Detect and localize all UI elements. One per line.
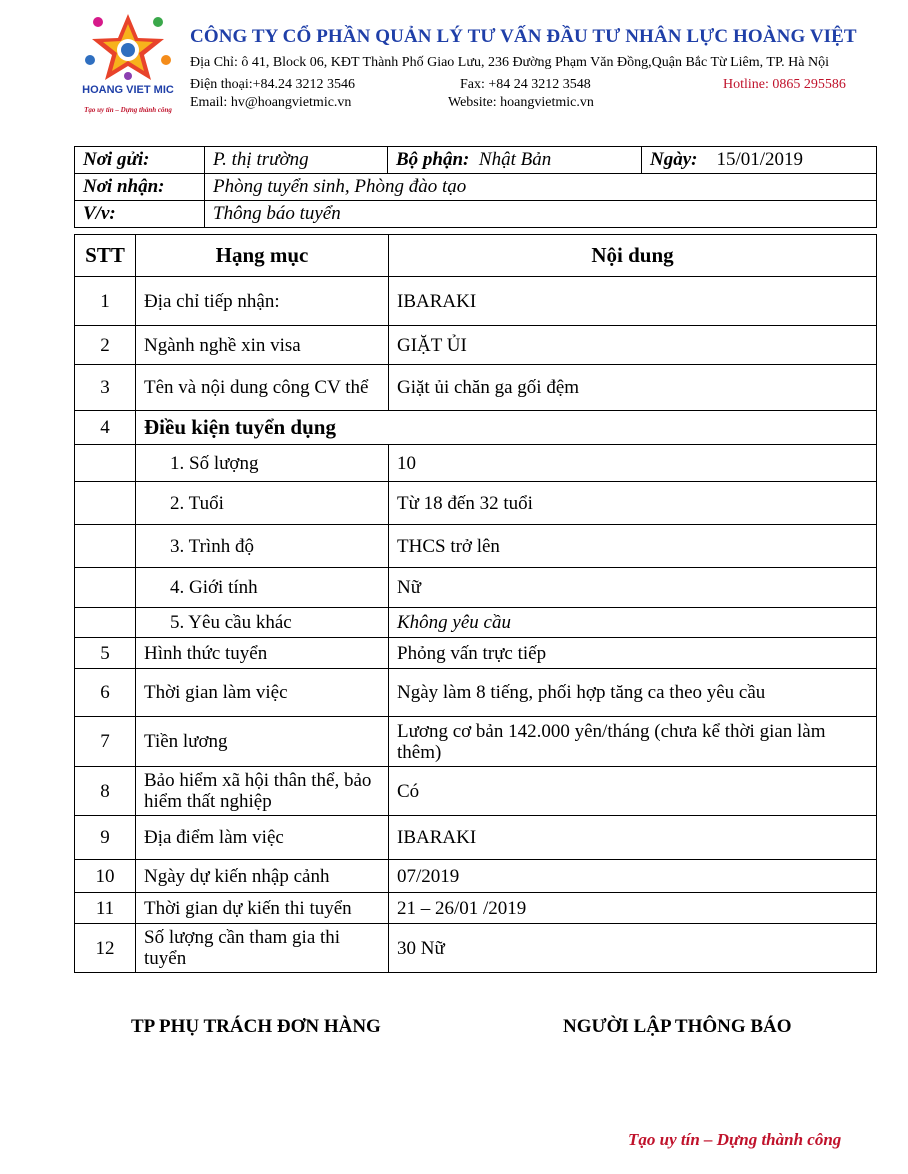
table-row bbox=[75, 525, 877, 568]
row-stt: 2 bbox=[75, 326, 136, 365]
table-row bbox=[75, 638, 877, 669]
row-content: 10 bbox=[389, 445, 877, 482]
row-stt: 9 bbox=[75, 816, 136, 860]
header-item: Hạng mục bbox=[136, 235, 389, 277]
row-item: Địa chỉ tiếp nhận: bbox=[136, 277, 389, 326]
row-item: Hình thức tuyển bbox=[136, 638, 389, 669]
company-address: Địa Chỉ: ô 41, Block 06, KĐT Thành Phố Giao Lưu, 236 Đường Phạm Văn Đồng,Quận Bắc Từ Liêm, TP. Hà Nội bbox=[190, 55, 829, 70]
company-website: Website: hoangvietmic.vn bbox=[448, 95, 594, 110]
company-logo bbox=[78, 10, 178, 122]
row-content: IBARAKI bbox=[389, 277, 877, 326]
company-name: CÔNG TY CỔ PHẦN QUẢN LÝ TƯ VẤN ĐẦU TƯ NHÂN LỰC HOÀNG VIỆT bbox=[190, 26, 857, 47]
header-content: Nội dung bbox=[389, 235, 877, 277]
company-email: Email: hv@hoangvietmic.vn bbox=[190, 95, 352, 110]
receiver-label: Nơi nhận: bbox=[75, 174, 205, 201]
company-fax: Fax: +84 24 3212 3548 bbox=[460, 77, 591, 92]
company-hotline: Hotline: 0865 295586 bbox=[723, 77, 846, 92]
info-table bbox=[74, 146, 877, 228]
date-cell bbox=[642, 147, 877, 174]
row-stt: 1 bbox=[75, 277, 136, 326]
logo-name: HOANG VIET MIC bbox=[82, 84, 174, 96]
dept-value: Nhật Bản bbox=[478, 149, 552, 170]
receiver-value: Phòng tuyển sinh, Phòng đào tạo bbox=[205, 174, 877, 201]
row-item: Thời gian dự kiến thi tuyển bbox=[136, 893, 389, 924]
row-content: Phỏng vấn trực tiếp bbox=[389, 638, 877, 669]
conditions-heading: Điều kiện tuyển dụng bbox=[136, 411, 877, 445]
row-item: 4. Giới tính bbox=[136, 568, 389, 608]
row-content: 30 Nữ bbox=[389, 924, 877, 973]
row-item: Bảo hiểm xã hội thân thể, bảo hiểm thất nghiệp bbox=[136, 767, 389, 816]
row-stt bbox=[75, 568, 136, 608]
table-row bbox=[75, 669, 877, 717]
row-item: 5. Yêu cầu khác bbox=[136, 608, 389, 638]
table-row bbox=[75, 482, 877, 525]
row-stt: 11 bbox=[75, 893, 136, 924]
row-item: Địa điểm làm việc bbox=[136, 816, 389, 860]
star-logo-icon bbox=[78, 10, 178, 82]
row-stt: 7 bbox=[75, 717, 136, 767]
row-content: Ngày làm 8 tiếng, phối hợp tăng ca theo yêu cầu bbox=[389, 669, 877, 717]
row-content: GIẶT ỦI bbox=[389, 326, 877, 365]
row-content: Nữ bbox=[389, 568, 877, 608]
table-row bbox=[75, 445, 877, 482]
row-item: 2. Tuổi bbox=[136, 482, 389, 525]
row-content: 07/2019 bbox=[389, 860, 877, 893]
signature-left-title: TP PHỤ TRÁCH ĐƠN HÀNG bbox=[131, 1016, 381, 1037]
row-stt: 4 bbox=[75, 411, 136, 445]
row-stt bbox=[75, 482, 136, 525]
row-content: Không yêu cầu bbox=[389, 608, 877, 638]
row-content: Có bbox=[389, 767, 877, 816]
table-row bbox=[75, 326, 877, 365]
recruitment-table bbox=[74, 234, 877, 973]
company-phone: Điện thoại:+84.24 3212 3546 bbox=[190, 77, 355, 92]
dept-cell bbox=[388, 147, 642, 174]
row-stt: 8 bbox=[75, 767, 136, 816]
dept-label: Bộ phận: bbox=[396, 149, 470, 170]
sender-value: P. thị trường bbox=[205, 147, 388, 174]
footer-slogan: Tạo uy tín – Dựng thành công bbox=[628, 1130, 842, 1149]
row-stt bbox=[75, 525, 136, 568]
info-row-sender bbox=[75, 147, 877, 174]
row-content: Lương cơ bản 142.000 yên/tháng (chưa kể thời gian làm thêm) bbox=[389, 717, 877, 767]
table-row bbox=[75, 608, 877, 638]
table-row bbox=[75, 816, 877, 860]
table-row bbox=[75, 893, 877, 924]
table-row bbox=[75, 277, 877, 326]
table-header-row bbox=[75, 235, 877, 277]
row-stt: 10 bbox=[75, 860, 136, 893]
table-row bbox=[75, 767, 877, 816]
row-item: Thời gian làm việc bbox=[136, 669, 389, 717]
table-row bbox=[75, 924, 877, 973]
row-content: Từ 18 đến 32 tuổi bbox=[389, 482, 877, 525]
info-row-receiver bbox=[75, 174, 877, 201]
signature-right-title: NGƯỜI LẬP THÔNG BÁO bbox=[563, 1016, 792, 1037]
info-row-subject bbox=[75, 201, 877, 228]
row-stt bbox=[75, 445, 136, 482]
row-stt: 12 bbox=[75, 924, 136, 973]
row-item: Ngày dự kiến nhập cảnh bbox=[136, 860, 389, 893]
row-item: Ngành nghề xin visa bbox=[136, 326, 389, 365]
row-content: 21 – 26/01 /2019 bbox=[389, 893, 877, 924]
row-content: IBARAKI bbox=[389, 816, 877, 860]
header-stt: STT bbox=[75, 235, 136, 277]
row-stt bbox=[75, 608, 136, 638]
sender-label: Nơi gửi: bbox=[75, 147, 205, 174]
date-label: Ngày: bbox=[650, 149, 698, 170]
row-item: 1. Số lượng bbox=[136, 445, 389, 482]
logo-slogan: Tạo uy tín – Dựng thành công bbox=[84, 106, 172, 114]
date-value: 15/01/2019 bbox=[716, 149, 804, 170]
table-row bbox=[75, 365, 877, 411]
row-item: Số lượng cần tham gia thi tuyển bbox=[136, 924, 389, 973]
table-row bbox=[75, 717, 877, 767]
row-content: Giặt ủi chăn ga gối đệm bbox=[389, 365, 877, 411]
row-item: Tiền lương bbox=[136, 717, 389, 767]
table-row-conditions bbox=[75, 411, 877, 445]
subject-label: V/v: bbox=[75, 201, 205, 228]
subject-value: Thông báo tuyển bbox=[205, 201, 877, 228]
row-stt: 3 bbox=[75, 365, 136, 411]
row-content: THCS trở lên bbox=[389, 525, 877, 568]
row-stt: 6 bbox=[75, 669, 136, 717]
row-item: Tên và nội dung công CV thể bbox=[136, 365, 389, 411]
row-stt: 5 bbox=[75, 638, 136, 669]
row-item: 3. Trình độ bbox=[136, 525, 389, 568]
table-row bbox=[75, 860, 877, 893]
table-row bbox=[75, 568, 877, 608]
